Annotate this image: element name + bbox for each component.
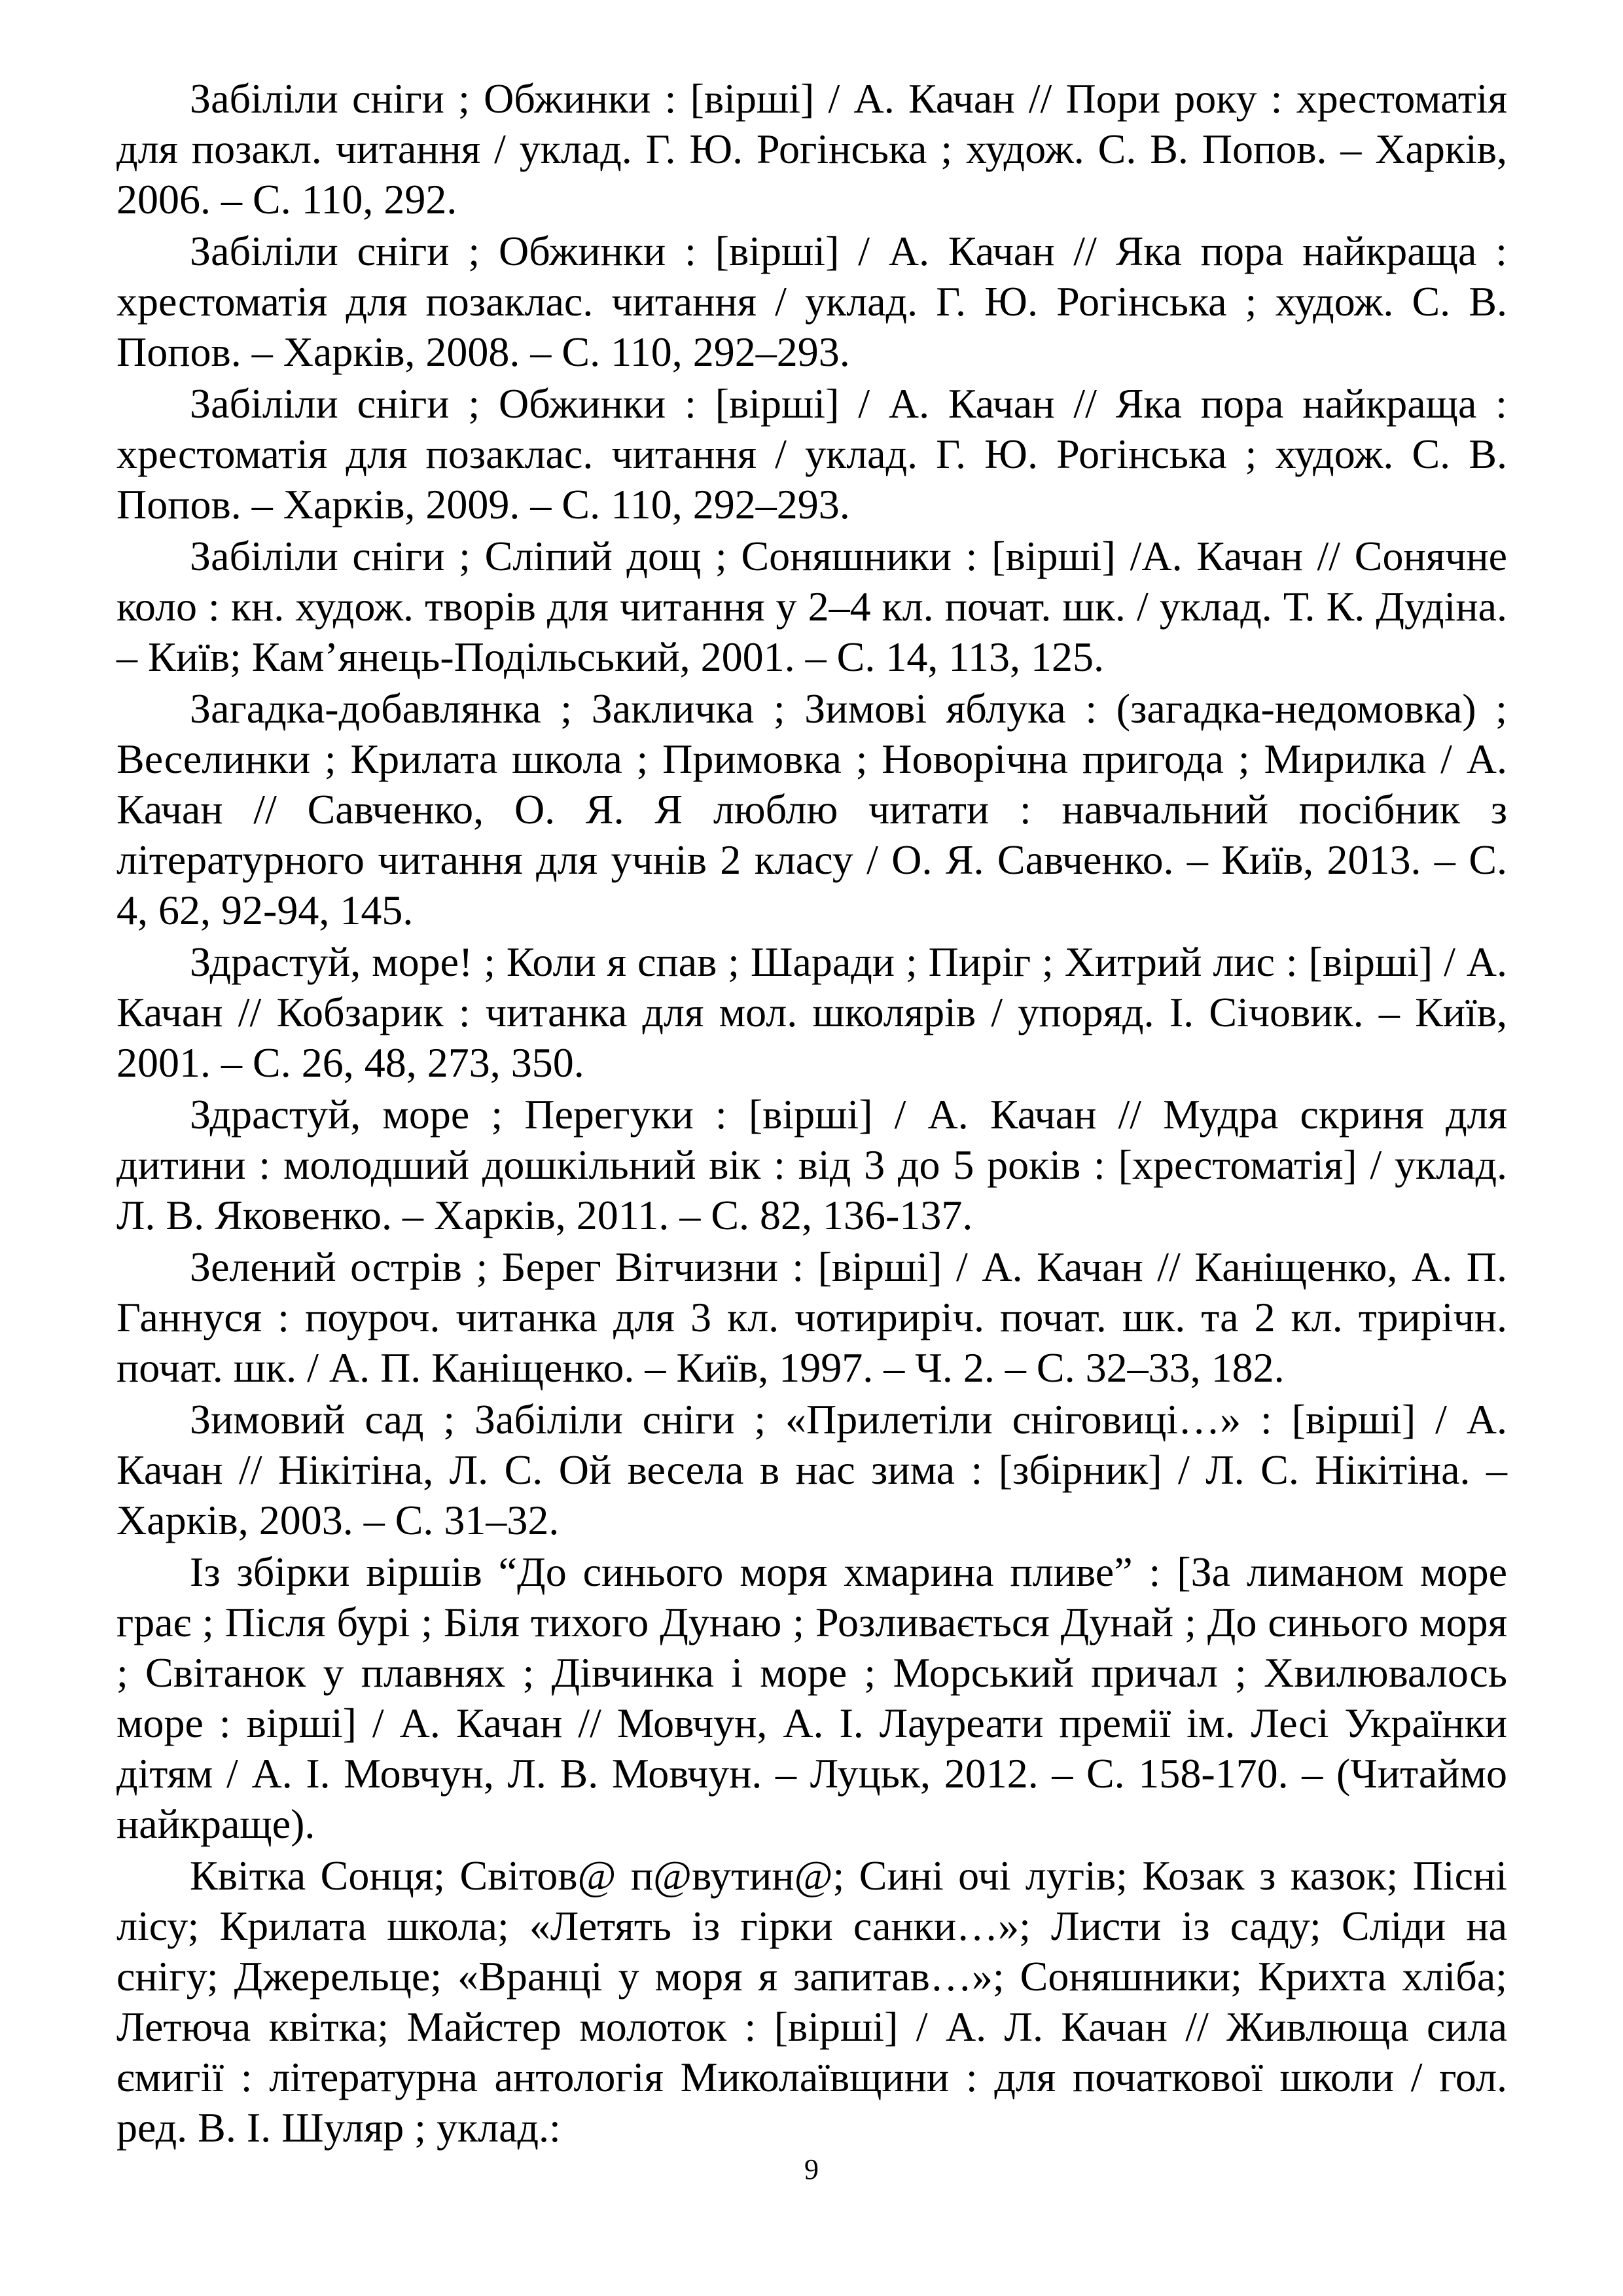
bibliography-entry: Забіліли сніги ; Обжинки : [вірші] / А. Качан // Яка пора найкраща : хрестоматія для позаклас. читання / уклад. Г. Ю. Рогінська ; худож. С. В. Попов. – Харків, 2009. – С. 110, 292–293. bbox=[116, 380, 1507, 528]
bibliography-entry: Квітка Сонця; Світов@ п@вутин@; Сині очі лугів; Козак з казок; Пісні лісу; Крилата школа; «Летять із гірки санки…»; Листи із саду; Сліди на снігу; Джерельце; «Вранці у моря я запитав…»; Соняшники; Крихта хліба; Летюча квітка; Майстер молоток : [вірші] / А. Л. Качан // Живлюща сила ємигії : літературна антологія Миколаївщини : для початкової школи / гол. ред. В. І. Шуляр ; уклад.: bbox=[116, 1852, 1507, 2151]
bibliography-entry: Зелений острів ; Берег Вітчизни : [вірші] / А. Качан // Каніщенко, А. П. Ганнуся : поуроч. читанка для 3 кл. чотириріч. почат. шк. та 2 кл. трирічн. почат. шк. / А. П. Каніщенко. – Київ, 1997. – Ч. 2. – С. 32–33, 182. bbox=[116, 1244, 1507, 1391]
bibliography-entry: Загадка-добавлянка ; Закличка ; Зимові яблука : (загадка-недомовка) ; Веселинки ; Крилата школа ; Примовка ; Новорічна пригода ; Мирилка / А. Качан // Савченко, О. Я. Я люблю читати : навчальний посібник з літературного читання для учнів 2 класу / О. Я. Савченко. – Київ, 2013. – С. 4, 62, 92-94, 145. bbox=[116, 685, 1507, 933]
document-page bbox=[116, 73, 1507, 2168]
page-number: 9 bbox=[804, 2153, 819, 2185]
bibliography-entry: Забіліли сніги ; Сліпий дощ ; Соняшники : [вірші] /А. Качан // Сонячне коло : кн. худож. творів для читання у 2–4 кл. почат. шк. / уклад. Т. К. Дудіна. – Київ; Кам’янець-Подільський, 2001. – С. 14, 113, 125. bbox=[116, 533, 1507, 680]
bibliography-entry: Забіліли сніги ; Обжинки : [вірші] / А. Качан // Яка пора найкраща : хрестоматія для позаклас. читання / уклад. Г. Ю. Рогінська ; худож. С. В. Попов. – Харків, 2008. – С. 110, 292–293. bbox=[116, 228, 1507, 375]
bibliography-entry: Здрастуй, море ; Перегуки : [вірші] / А. Качан // Мудра скриня для дитини : молодший дошкільний вік : від 3 до 5 років : [хрестоматія] / уклад. Л. В. Яковенко. – Харків, 2011. – С. 82, 136-137. bbox=[116, 1091, 1507, 1238]
bibliography-entry: Здрастуй, море! ; Коли я спав ; Шаради ; Пиріг ; Хитрий лис : [вірші] / А. Качан // Кобзарик : читанка для мол. школярів / упоряд. І. Січовик. – Київ, 2001. – С. 26, 48, 273, 350. bbox=[116, 939, 1507, 1086]
bibliography-entry: Зимовий сад ; Забіліли сніги ; «Прилетіли сніговиці…» : [вірші] / А. Качан // Нікітіна, Л. С. Ой весела в нас зима : [збірник] / Л. С. Нікітіна. – Харків, 2003. – С. 31–32. bbox=[116, 1396, 1507, 1543]
bibliography-entry: Забіліли сніги ; Обжинки : [вірші] / А. Качан // Пори року : хрестоматія для позакл. читання / уклад. Г. Ю. Рогінська ; худож. С. В. Попов. – Харків, 2006. – С. 110, 292. bbox=[116, 75, 1507, 223]
bibliography-entry: Із збірки віршів “До синього моря хмарина пливе” : [За лиманом море грає ; Після бурі ; Біля тихого Дунаю ; Розливається Дунай ; До синього моря ; Світанок у плавнях ; Дівчинка і море ; Морський причал ; Хвилювалось море : вірші] / А. Качан // Мовчун, А. І. Лауреати премії ім. Лесі Українки дітям / А. І. Мовчун, Л. В. Мовчун. – Луцьк, 2012. – С. 158-170. – (Читаймо найкраще). bbox=[116, 1549, 1507, 1847]
